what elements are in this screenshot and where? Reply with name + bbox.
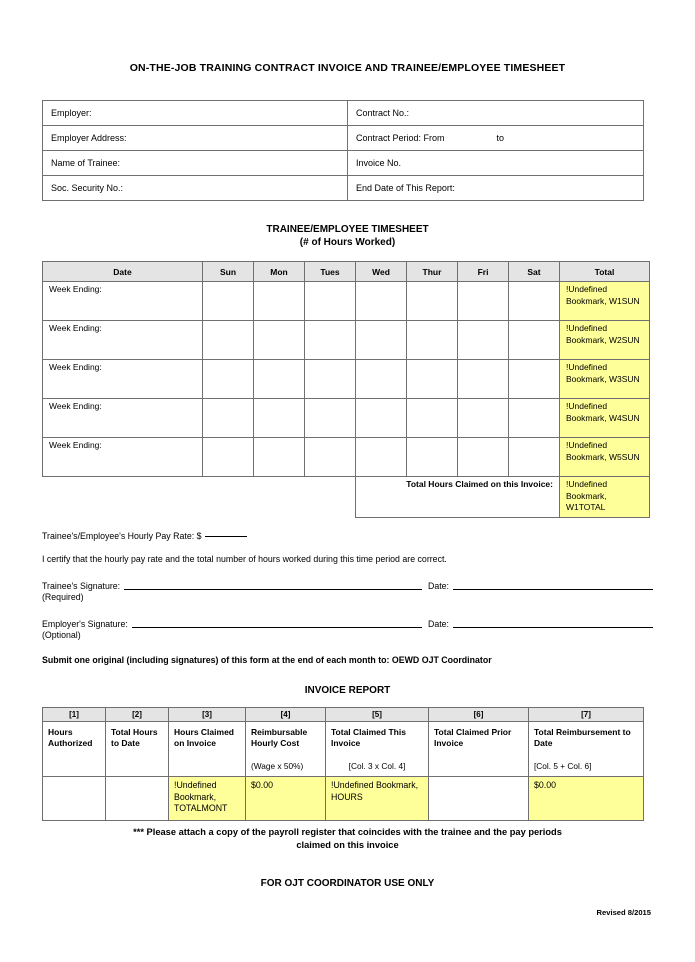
total-hours-claimed-value: !Undefined Bookmark, W1TOTAL: [560, 477, 650, 518]
table-row: [43, 282, 650, 321]
column-header-wed: Wed: [356, 262, 407, 282]
table-row: [43, 438, 650, 477]
timesheet-table: [42, 261, 650, 518]
trainee-signature-label: Trainee's Signature:: [42, 581, 121, 591]
field-social-security-no[interactable]: Soc. Security No.:: [43, 176, 348, 201]
value-total-hours-to-date[interactable]: [106, 777, 169, 821]
table-row: [43, 101, 644, 126]
employer-info-table: [42, 100, 644, 201]
field-employer[interactable]: Employer:: [43, 101, 348, 126]
field-employer-address[interactable]: Employer Address:: [43, 126, 348, 151]
column-number-7: [7]: [529, 708, 644, 722]
trainee-signature-required-note: (Required): [42, 592, 84, 602]
hours-cell-w2-thur[interactable]: [407, 321, 458, 360]
hours-cell-w1-wed[interactable]: [356, 282, 407, 321]
value-total-reimbursement-to-date: $0.00: [529, 777, 644, 821]
invoice-report-table: [42, 707, 644, 821]
hours-cell-w1-fri[interactable]: [458, 282, 509, 321]
table-row: [43, 777, 644, 821]
field-contract-period[interactable]: [348, 126, 644, 151]
column-header-fri: Fri: [458, 262, 509, 282]
value-reimbursable-hourly-cost: $0.00: [246, 777, 326, 821]
hours-cell-w3-wed[interactable]: [356, 360, 407, 399]
document-page: [0, 62, 695, 962]
hours-cell-w2-wed[interactable]: [356, 321, 407, 360]
column-header-thur: Thur: [407, 262, 458, 282]
timesheet-heading: [42, 223, 653, 249]
hours-cell-w3-sun[interactable]: [203, 360, 254, 399]
column-number-3: [3]: [169, 708, 246, 722]
employer-signature-optional-note: (Optional): [42, 630, 81, 640]
column-title-total-claimed-this-invoice: [326, 722, 429, 777]
employer-signature-label: Employer's Signature:: [42, 619, 128, 629]
timesheet-summary-row: [43, 477, 650, 518]
column-number-6: [6]: [429, 708, 529, 722]
hours-cell-w1-sun[interactable]: [203, 282, 254, 321]
column-header-mon: Mon: [254, 262, 305, 282]
trainee-date-input[interactable]: [453, 580, 653, 590]
column-title-text: Reimbursable Hourly Cost: [251, 727, 308, 748]
page-title: ON-THE-JOB TRAINING CONTRACT INVOICE AND TRAINEE/EMPLOYEE TIMESHEET: [129, 62, 566, 74]
hours-cell-w1-thur[interactable]: [407, 282, 458, 321]
summary-spacer: [43, 477, 203, 518]
table-row: [43, 151, 644, 176]
hours-cell-w1-mon[interactable]: [254, 282, 305, 321]
field-invoice-no[interactable]: Invoice No.: [348, 151, 644, 176]
column-subnote-col3x4: [Col. 3 x Col. 4]: [348, 761, 406, 771]
column-title-text: Total Claimed This Invoice: [331, 727, 406, 748]
week-ending-label-1[interactable]: Week Ending:: [43, 282, 203, 321]
hours-cell-w2-sat[interactable]: [509, 321, 560, 360]
hours-cell-w2-mon[interactable]: [254, 321, 305, 360]
column-header-sun: Sun: [203, 262, 254, 282]
week-total-4: !Undefined Bookmark, W4SUN: [560, 399, 650, 438]
hours-cell-w5-tues[interactable]: [305, 438, 356, 477]
hours-cell-w2-fri[interactable]: [458, 321, 509, 360]
column-number-4: [4]: [246, 708, 326, 722]
column-title-reimbursable-hourly-cost: [246, 722, 326, 777]
column-title-total-hours-to-date: Total Hours to Date: [106, 722, 169, 777]
hours-cell-w3-thur[interactable]: [407, 360, 458, 399]
contract-period-prefix: Contract Period: From: [356, 133, 445, 143]
trainee-signature-input[interactable]: [124, 580, 422, 590]
summary-spacer: [305, 477, 356, 518]
table-row: [43, 126, 644, 151]
hours-cell-w5-wed[interactable]: [356, 438, 407, 477]
revision-stamp: Revised 8/2015: [596, 908, 651, 917]
value-hours-authorized[interactable]: [43, 777, 106, 821]
contract-period-suffix: to: [496, 133, 505, 143]
invoice-column-title-row: [43, 722, 644, 777]
summary-spacer: [254, 477, 305, 518]
column-title-total-reimbursement-to-date: [529, 722, 644, 777]
submit-instructions: Submit one original (including signatures) of this form at the end of each month to: OEWD OJT Coordinator: [42, 655, 492, 665]
table-row: [43, 360, 650, 399]
field-name-of-trainee[interactable]: Name of Trainee:: [43, 151, 348, 176]
hours-cell-w2-tues[interactable]: [305, 321, 356, 360]
hours-cell-w1-tues[interactable]: [305, 282, 356, 321]
table-row: [43, 399, 650, 438]
trainee-date-label: Date:: [427, 581, 449, 591]
column-title-hours-authorized: Hours Authorized: [43, 722, 106, 777]
hours-cell-w1-sat[interactable]: [509, 282, 560, 321]
hours-cell-w3-tues[interactable]: [305, 360, 356, 399]
hours-cell-w4-wed[interactable]: [356, 399, 407, 438]
table-row: [43, 321, 650, 360]
column-number-2: [2]: [106, 708, 169, 722]
week-total-1: !Undefined Bookmark, W1SUN: [560, 282, 650, 321]
column-number-5: [5]: [326, 708, 429, 722]
invoice-report-heading: INVOICE REPORT: [304, 685, 391, 696]
hourly-pay-rate-line: [42, 531, 653, 541]
attach-note-line2: claimed on this invoice: [296, 840, 399, 850]
summary-spacer: [203, 477, 254, 518]
employer-signature-input[interactable]: [132, 618, 422, 628]
attach-payroll-note: [42, 826, 653, 852]
hours-cell-w4-thur[interactable]: [407, 399, 458, 438]
timesheet-heading-line2: (# of Hours Worked): [299, 237, 396, 248]
total-hours-claimed-label: Total Hours Claimed on this Invoice:: [356, 477, 560, 518]
week-ending-label-4[interactable]: Week Ending:: [43, 399, 203, 438]
column-subnote-col5plus6: [Col. 5 + Col. 6]: [534, 761, 592, 771]
column-header-sat: Sat: [509, 262, 560, 282]
hours-cell-w5-sun[interactable]: [203, 438, 254, 477]
employer-date-label: Date:: [427, 619, 449, 629]
hours-cell-w3-mon[interactable]: [254, 360, 305, 399]
value-total-claimed-this-invoice: !Undefined Bookmark, HOURS: [326, 777, 429, 821]
hours-cell-w3-fri[interactable]: [458, 360, 509, 399]
employer-signature-row: [42, 618, 653, 629]
column-number-1: [1]: [43, 708, 106, 722]
attach-note-line1: *** Please attach a copy of the payroll register that coincides with the trainee and the pay periods: [133, 827, 562, 837]
column-header-total: Total: [560, 262, 650, 282]
field-contract-no[interactable]: Contract No.:: [348, 101, 644, 126]
week-ending-label-2[interactable]: Week Ending:: [43, 321, 203, 360]
week-ending-label-5[interactable]: Week Ending:: [43, 438, 203, 477]
hours-cell-w3-sat[interactable]: [509, 360, 560, 399]
coordinator-use-only-note: FOR OJT COORDINATOR USE ONLY: [260, 878, 435, 889]
week-total-5: !Undefined Bookmark, W5SUN: [560, 438, 650, 477]
certification-statement: I certify that the hourly pay rate and the total number of hours worked during this time period are correct.: [42, 554, 447, 564]
column-subnote-wage: (Wage x 50%): [251, 761, 304, 771]
week-ending-label-3[interactable]: Week Ending:: [43, 360, 203, 399]
value-total-claimed-prior-invoice[interactable]: [429, 777, 529, 821]
hours-cell-w5-fri[interactable]: [458, 438, 509, 477]
hours-cell-w4-tues[interactable]: [305, 399, 356, 438]
hours-cell-w5-mon[interactable]: [254, 438, 305, 477]
trainee-signature-row: [42, 580, 653, 591]
value-hours-claimed-on-invoice: !Undefined Bookmark, TOTALMONT: [169, 777, 246, 821]
column-title-hours-claimed-on-invoice: Hours Claimed on Invoice: [169, 722, 246, 777]
hours-cell-w4-mon[interactable]: [254, 399, 305, 438]
column-title-total-claimed-prior-invoice: Total Claimed Prior Invoice: [429, 722, 529, 777]
week-total-2: !Undefined Bookmark, W2SUN: [560, 321, 650, 360]
timesheet-heading-line1: TRAINEE/EMPLOYEE TIMESHEET: [266, 224, 429, 235]
hourly-pay-rate-label: Trainee's/Employee's Hourly Pay Rate: $: [42, 531, 202, 541]
timesheet-header-row: [43, 262, 650, 282]
hourly-pay-rate-input[interactable]: [205, 536, 247, 537]
hours-cell-w5-sat[interactable]: [509, 438, 560, 477]
hours-cell-w5-thur[interactable]: [407, 438, 458, 477]
hours-cell-w2-sun[interactable]: [203, 321, 254, 360]
hours-cell-w4-sun[interactable]: [203, 399, 254, 438]
column-header-date: Date: [43, 262, 203, 282]
table-row: [43, 176, 644, 201]
week-total-3: !Undefined Bookmark, W3SUN: [560, 360, 650, 399]
field-end-date-of-report[interactable]: End Date of This Report:: [348, 176, 644, 201]
invoice-column-number-row: [43, 708, 644, 722]
employer-date-input[interactable]: [453, 618, 653, 628]
hours-cell-w4-sat[interactable]: [509, 399, 560, 438]
column-header-tues: Tues: [305, 262, 356, 282]
hours-cell-w4-fri[interactable]: [458, 399, 509, 438]
column-title-text: Total Reimbursement to Date: [534, 727, 631, 748]
